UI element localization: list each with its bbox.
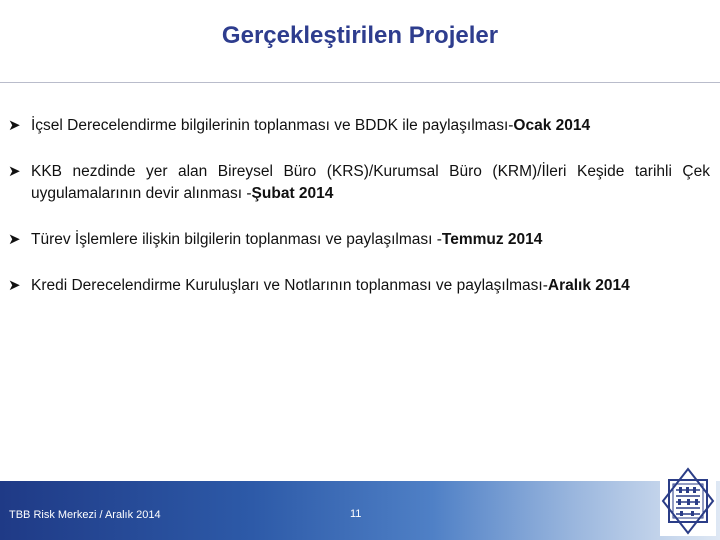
- title-divider: [0, 82, 720, 83]
- arrow-bullet-icon: ➤: [8, 277, 21, 294]
- arrow-bullet-icon: ➤: [8, 117, 21, 134]
- tbb-emblem-logo: [660, 466, 716, 536]
- footer-bar: [0, 481, 720, 540]
- arrow-bullet-icon: ➤: [8, 163, 21, 180]
- bullet-list: [8, 115, 710, 297]
- bullet-item: [8, 115, 710, 137]
- bullet-date: Şubat 2014: [251, 185, 334, 202]
- bullet-item: [8, 229, 710, 251]
- page-number: 11: [350, 508, 362, 520]
- bullet-date: Aralık 2014: [547, 277, 630, 294]
- bullet-text: KKB nezdinde yer alan Bireysel Büro (KRS)/Kurumsal Büro (KRM)/İleri Keşide tarihli Çek uygulamalarının devir alınması -: [31, 163, 710, 202]
- bullet-text: Kredi Derecelendirme Kuruluşları ve Notlarının toplanması ve paylaşılması-: [31, 277, 548, 294]
- footer-source: TBB Risk Merkezi / Aralık 2014: [9, 509, 161, 521]
- bullet-text: İçsel Derecelendirme bilgilerinin toplanması ve BDDK ile paylaşılması-: [31, 117, 514, 134]
- bullet-date: Temmuz 2014: [441, 231, 543, 248]
- bullet-date: Ocak 2014: [513, 117, 591, 134]
- bullet-item: [8, 275, 710, 297]
- bullet-item: [8, 161, 710, 205]
- slide-title: Gerçekleştirilen Projeler: [221, 22, 499, 49]
- arrow-bullet-icon: ➤: [8, 231, 21, 248]
- bullet-text: Türev İşlemlere ilişkin bilgilerin toplanması ve paylaşılması -: [31, 231, 442, 248]
